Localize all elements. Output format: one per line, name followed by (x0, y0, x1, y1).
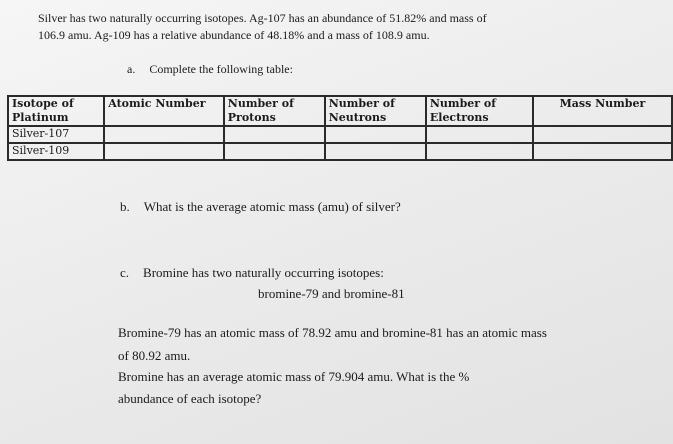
mass-number-cell[interactable] (533, 126, 672, 143)
isotope-name-cell: Silver-107 (8, 126, 104, 143)
header-protons-line2: Protons (227, 111, 276, 124)
header-mass-number (533, 96, 672, 126)
neutrons-cell[interactable] (325, 126, 426, 143)
header-electrons-line1: Number of (429, 97, 496, 110)
table-row (8, 143, 672, 160)
question-c-para-line-3: Bromine has an average atomic mass of 79.904 amu. What is the % (118, 369, 470, 384)
table-header-row (8, 96, 672, 126)
question-c-label: c. (120, 265, 130, 280)
header-electrons-line2: Electrons (429, 111, 489, 124)
header-isotope-line1: Isotope of (12, 97, 74, 110)
header-protons-line1: Number of (227, 97, 294, 110)
intro-line-2: 106.9 amu. Ag-109 has a relative abundance of 48.18% and a mass of 108.9 amu. (38, 28, 430, 42)
question-c-text: Bromine has two naturally occurring isotopes: (143, 265, 384, 280)
intro-line-1: Silver has two naturally occurring isotopes. Ag-107 has an abundance of 51.82% and mass of (38, 11, 487, 25)
question-c-isotopes: bromine-79 and bromine-81 (258, 286, 405, 301)
question-b-label: b. (120, 199, 130, 214)
question-b-text: What is the average atomic mass (amu) of silver? (143, 199, 401, 214)
question-a (127, 62, 293, 77)
isotope-name-cell: Silver-109 (8, 143, 104, 160)
protons-cell[interactable] (224, 143, 325, 160)
question-c (120, 265, 384, 281)
header-isotope-line2: Platinum (12, 111, 69, 124)
mass-number-cell[interactable] (533, 143, 672, 160)
question-a-text: Complete the following table: (149, 62, 293, 76)
question-b (120, 199, 401, 215)
atomic-number-cell[interactable] (104, 126, 224, 143)
isotope-table (7, 95, 673, 161)
header-isotope (8, 96, 104, 126)
table-row (8, 126, 672, 143)
atomic-number-cell[interactable] (104, 143, 224, 160)
header-protons (224, 96, 325, 126)
electrons-cell[interactable] (426, 143, 533, 160)
header-mass-number-line1: Mass Number (559, 97, 646, 110)
header-neutrons-line2: Neutrons (328, 111, 387, 124)
protons-cell[interactable] (224, 126, 325, 143)
header-atomic-number-line1: Atomic Number (108, 97, 206, 110)
question-c-para-line-2: of 80.92 amu. (118, 348, 191, 363)
question-c-para-line-4: abundance of each isotope? (118, 391, 262, 406)
header-atomic-number (104, 96, 224, 126)
neutrons-cell[interactable] (325, 143, 426, 160)
header-neutrons-line1: Number of (328, 97, 395, 110)
electrons-cell[interactable] (426, 126, 533, 143)
question-a-label: a. (127, 62, 136, 76)
question-c-para-line-1: Bromine-79 has an atomic mass of 78.92 amu and bromine-81 has an atomic mass (118, 325, 547, 340)
header-neutrons (325, 96, 426, 126)
header-electrons (426, 96, 533, 126)
